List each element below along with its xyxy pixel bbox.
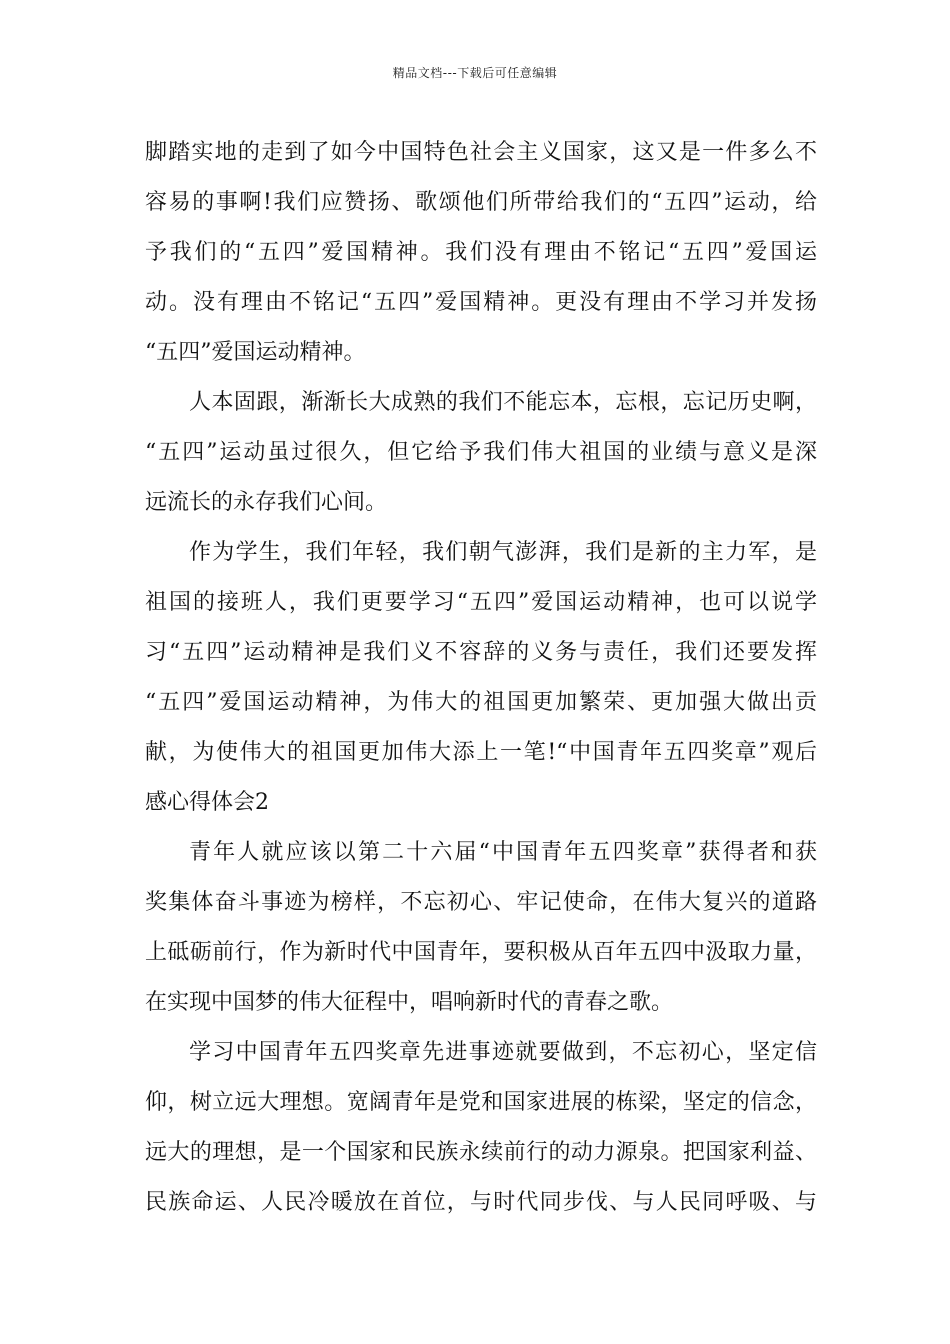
paragraph-line: “五四”爱国运动精神，为伟大的祖国更加繁荣、更加强大做出贡: [145, 690, 817, 715]
paragraph-line: 予我们的“五四”爱国精神。我们没有理由不铭记“五四”爱国运: [145, 240, 817, 265]
paragraph-line: 祖国的接班人，我们更要学习“五四”爱国运动精神，也可以说学: [145, 590, 817, 615]
paragraph-line: 学习中国青年五四奖章先进事迹就要做到，不忘初心，坚定信: [189, 1040, 817, 1065]
paragraph-2: [145, 378, 817, 528]
paragraph-line: 仰，树立远大理想。宽阔青年是党和国家进展的栋梁，坚定的信念，: [145, 1090, 817, 1115]
paragraph-1: [145, 128, 817, 378]
paragraph-line: 上砥砺前行，作为新时代中国青年，要积极从百年五四中汲取力量，: [145, 940, 817, 965]
paragraph-line: 感心得体会2: [145, 790, 269, 815]
paragraph-line: 容易的事啊!我们应赞扬、歌颂他们所带给我们的“五四”运动，给: [145, 190, 817, 215]
paragraph-line: 远大的理想，是一个国家和民族永续前行的动力源泉。把国家利益、: [145, 1140, 817, 1165]
paragraph-line: 远流长的永存我们心间。: [145, 490, 388, 515]
paragraph-line: 作为学生，我们年轻，我们朝气澎湃，我们是新的主力军，是: [189, 540, 817, 565]
paragraph-line: 习“五四”运动精神是我们义不容辞的义务与责任，我们还要发挥: [145, 640, 817, 665]
page-header: 精品文档---下载后可任意编辑: [392, 66, 558, 80]
paragraph-line: 人本固跟，渐渐长大成熟的我们不能忘本，忘根，忘记历史啊，: [189, 390, 817, 415]
paragraph-line: 在实现中国梦的伟大征程中，唱响新时代的青春之歌。: [145, 990, 674, 1015]
paragraph-3: [145, 528, 817, 828]
paragraph-line: 动。没有理由不铭记“五四”爱国精神。更没有理由不学习并发扬: [145, 290, 817, 315]
paragraph-line: “五四”爱国运动精神。: [145, 340, 366, 365]
paragraph-4: [145, 828, 817, 1028]
paragraph-5: [145, 1028, 817, 1228]
paragraph-line: 青年人就应该以第二十六届“中国青年五四奖章”获得者和获: [189, 840, 817, 865]
paragraph-line: 献，为使伟大的祖国更加伟大添上一笔!“中国青年五四奖章”观后: [145, 740, 817, 765]
paragraph-line: 奖集体奋斗事迹为榜样，不忘初心、牢记使命，在伟大复兴的道路: [145, 890, 817, 915]
paragraph-line: 民族命运、人民冷暖放在首位，与时代同步伐、与人民同呼吸、与: [145, 1190, 817, 1215]
paragraph-line: “五四”运动虽过很久，但它给予我们伟大祖国的业绩与意义是深: [145, 440, 817, 465]
paragraph-line: 脚踏实地的走到了如今中国特色社会主义国家，这又是一件多么不: [145, 140, 817, 165]
document-body: [145, 128, 817, 1228]
